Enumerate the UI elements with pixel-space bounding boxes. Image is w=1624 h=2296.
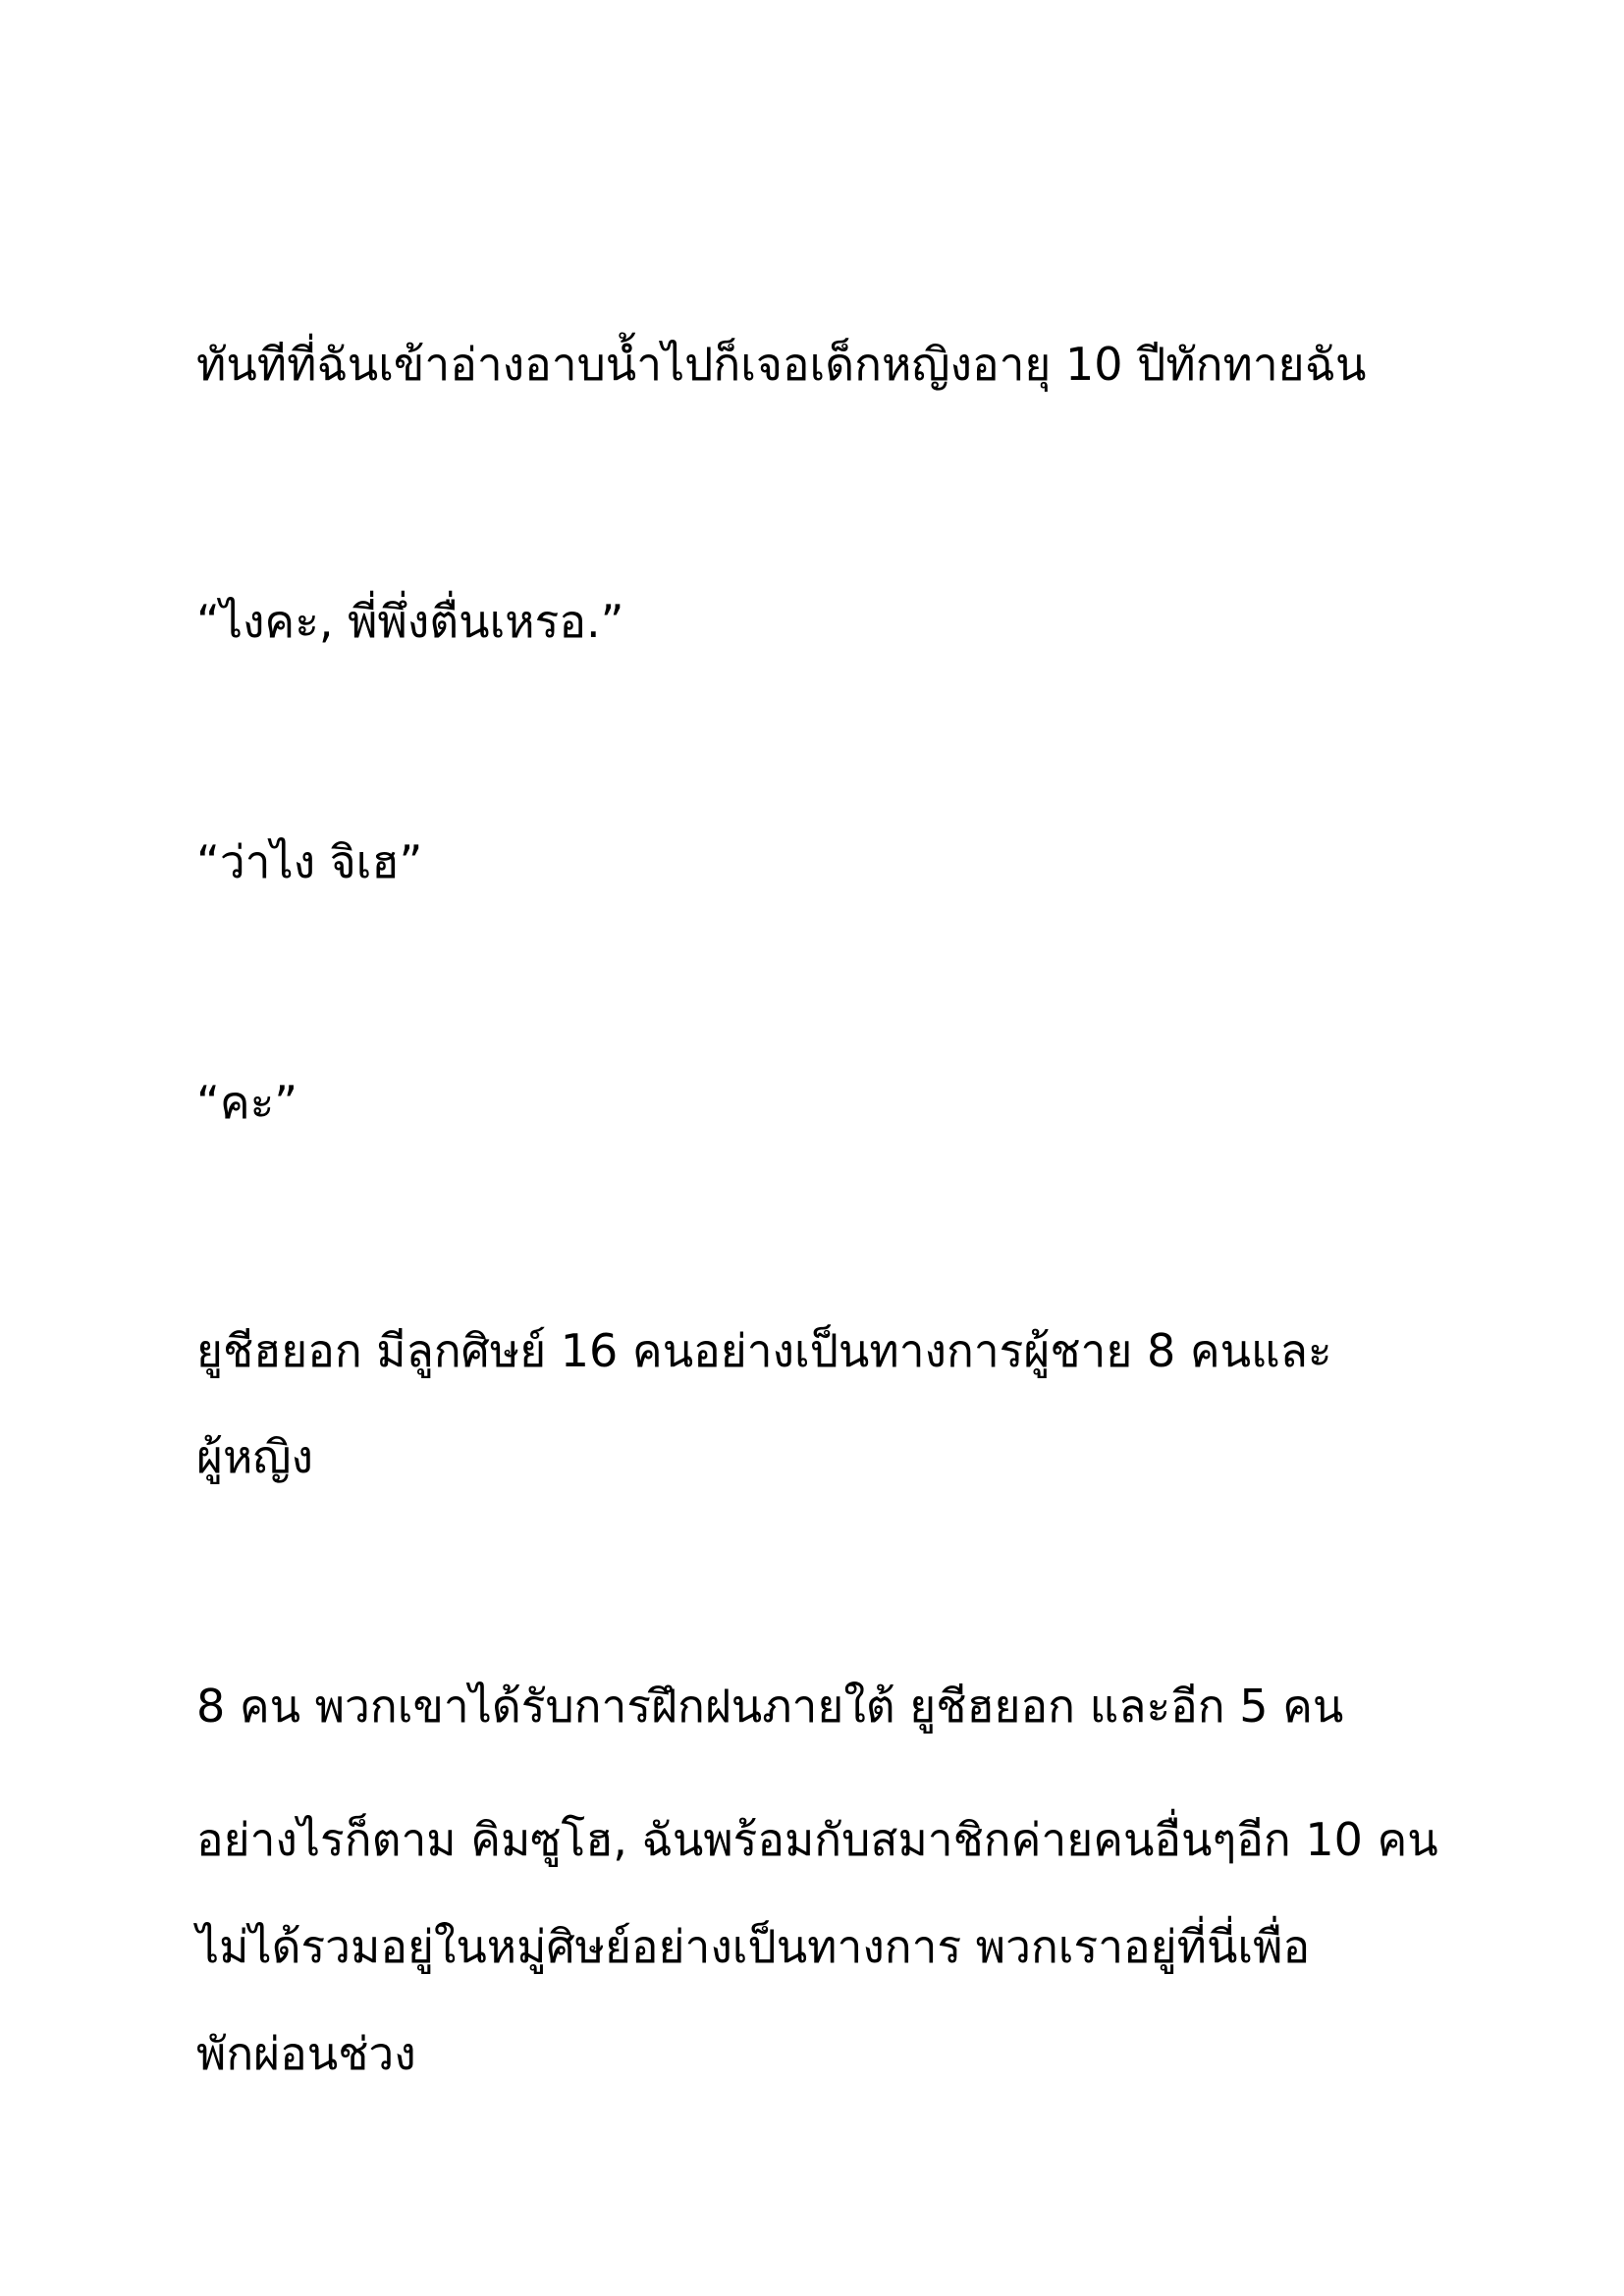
paragraph-line: ทันทีที่ฉันเข้าอ่างอาบน้ำไปก็เจอเด็กหญิงอายุ 10 ปีทักทายฉัน: [196, 338, 1367, 391]
dialogue-line: “คะ”: [196, 1076, 298, 1129]
dialogue-line: “ว่าไง จิเฮ”: [196, 835, 423, 888]
dialogue-line: “ไงคะ, พี่พึ่งตื่นเหรอ.”: [196, 595, 624, 648]
paragraph-line: อย่างไรก็ตาม คิมซูโฮ, ฉันพร้อมกับสมาชิกค่ายคนอื่นๆอีก 10 คน: [196, 1813, 1438, 1866]
paragraph-line: ไม่ได้รวมอยู่ในหมู่ศิษย์อย่างเป็นทางการ พวกเราอยู่ที่นี่เพื่อ: [196, 1920, 1311, 1973]
paragraph-line: ผู้หญิง: [196, 1430, 313, 1483]
paragraph-line: ยูชีฮยอก มีลูกศิษย์ 16 คนอย่างเป็นทางการผู้ชาย 8 คนและ: [196, 1324, 1332, 1377]
paragraph-line: 8 คน พวกเขาได้รับการฝึกฝนภายใต้ ยูชีฮยอก และอีก 5 คน: [196, 1680, 1344, 1733]
paragraph-line: พักผ่อนช่วง: [196, 2027, 416, 2080]
